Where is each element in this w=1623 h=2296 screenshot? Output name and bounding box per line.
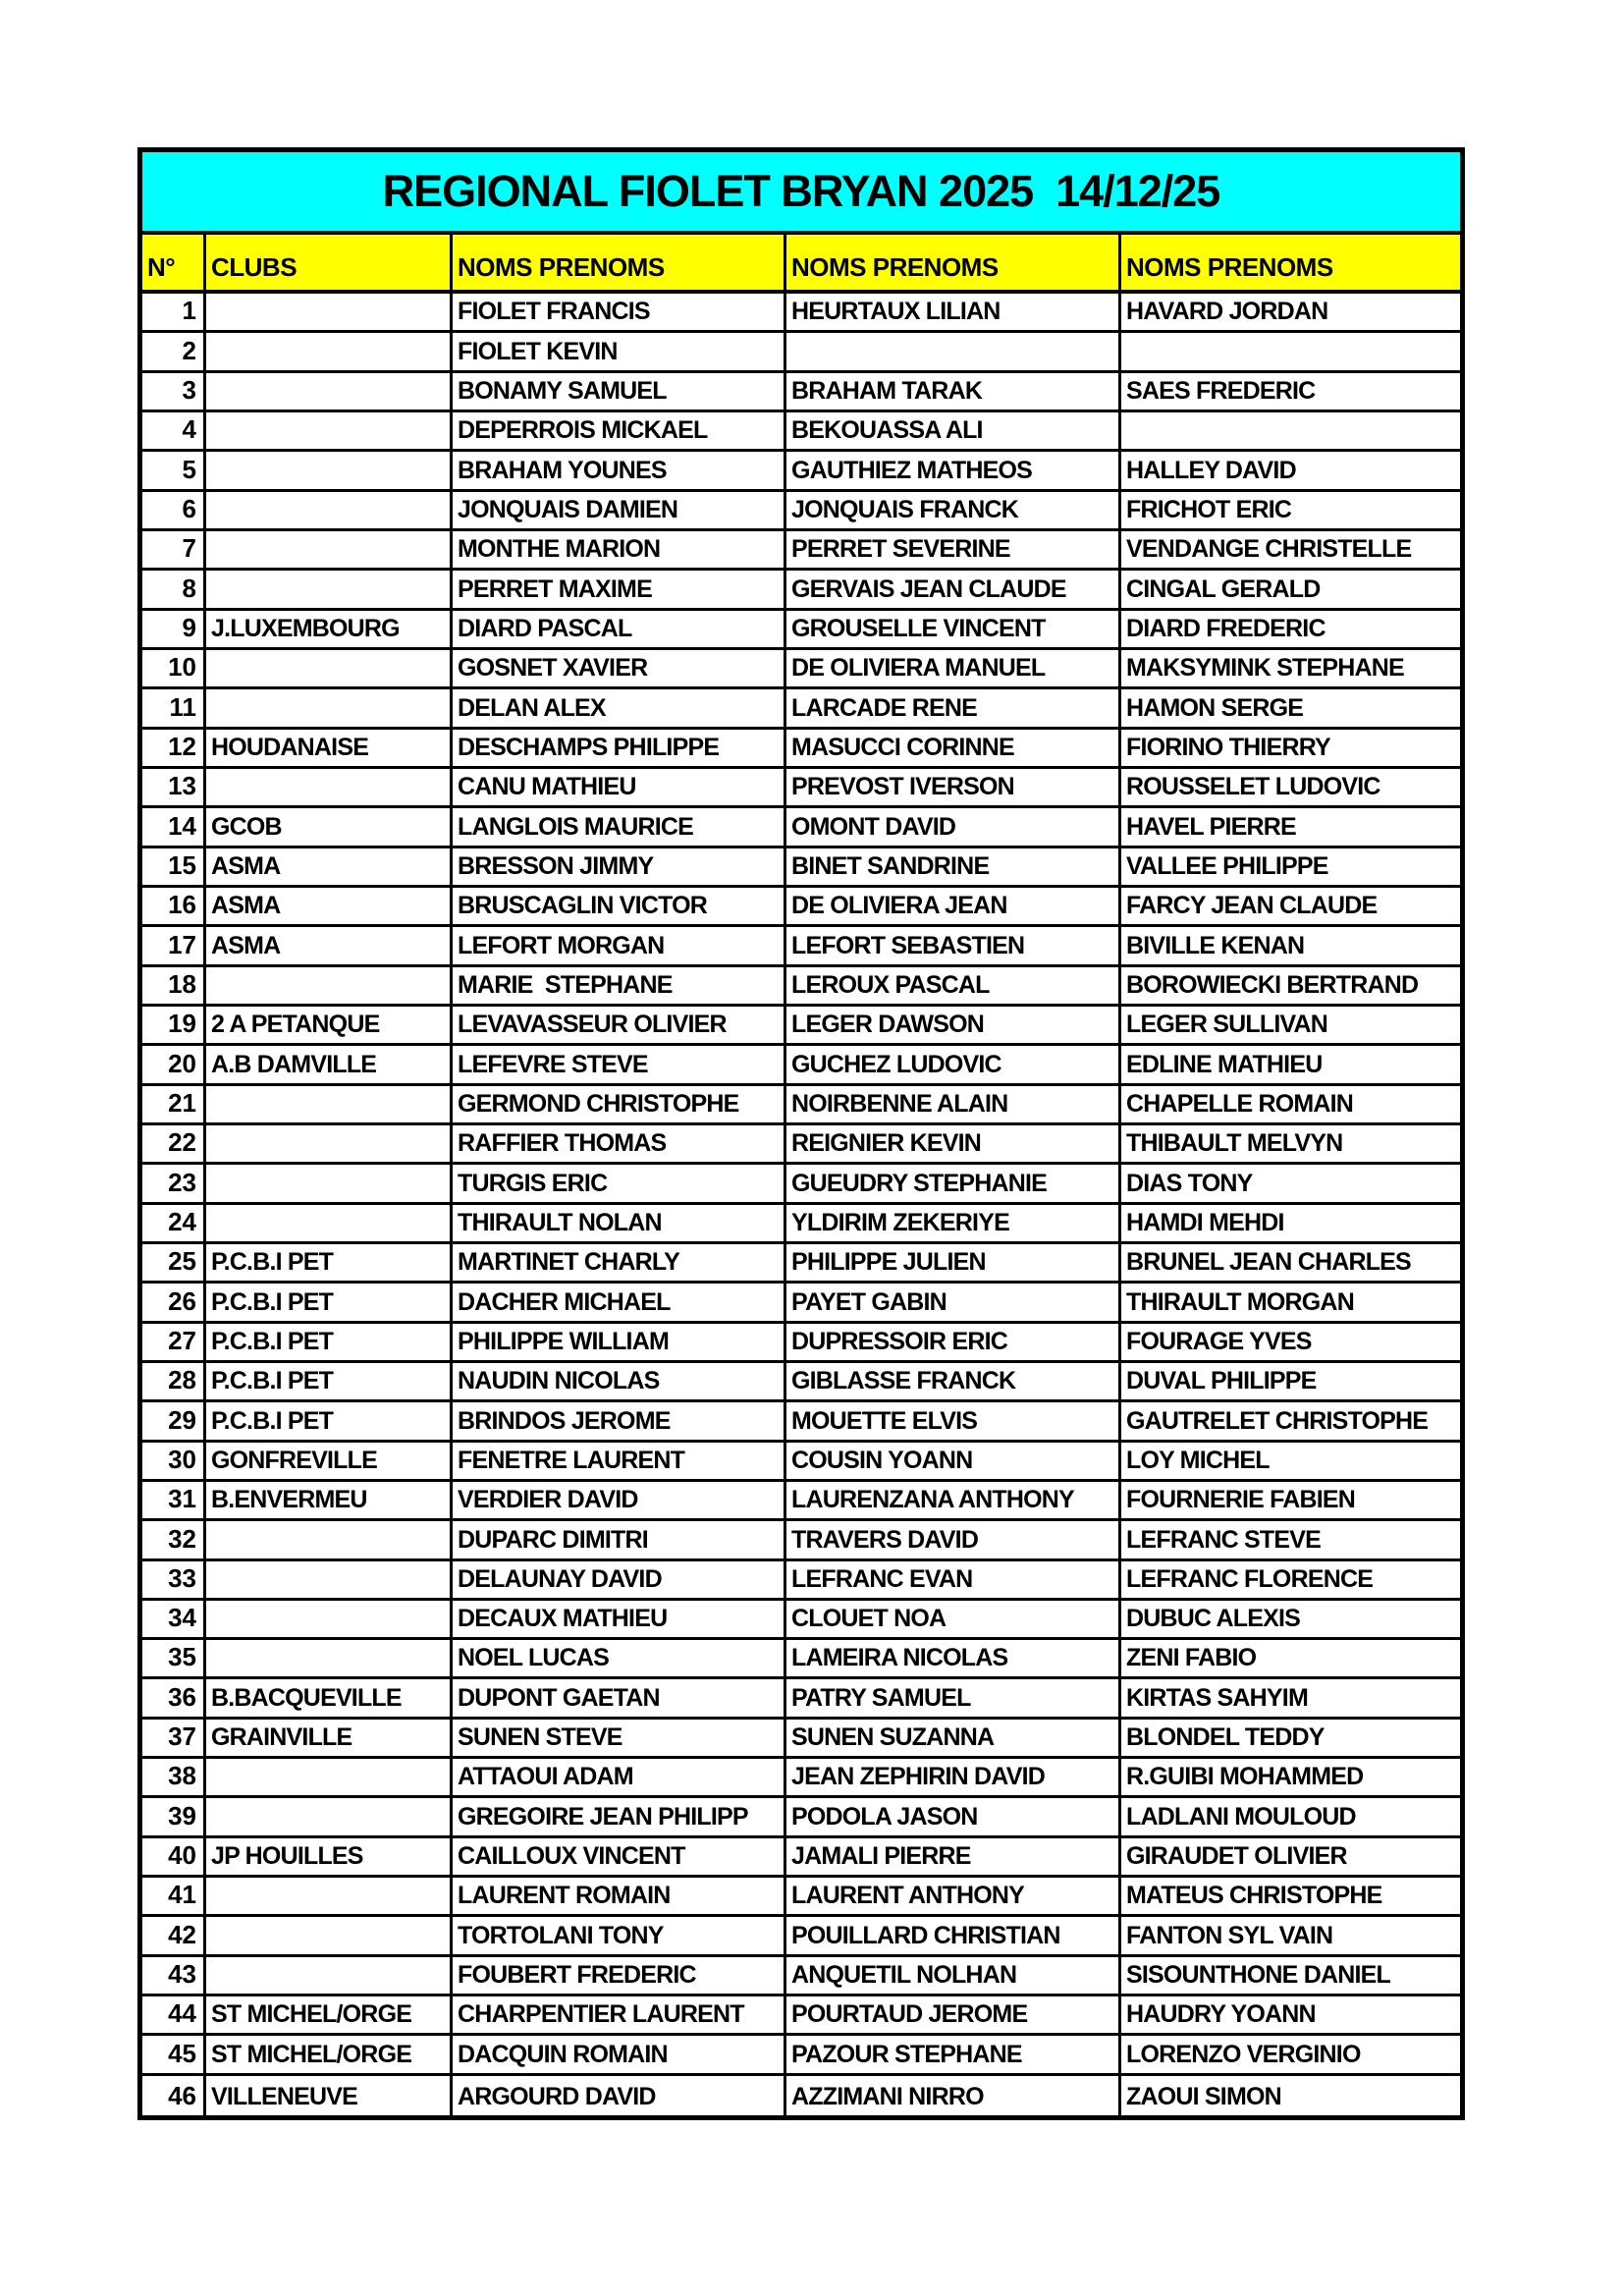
row-number-cell: 8 [182, 573, 196, 603]
player-name-cell-1: DELAUNAY DAVID [450, 1561, 784, 1598]
table-row [142, 1798, 1460, 1837]
table-row [142, 611, 1460, 650]
player-name-cell-2: LAURENT ANTHONY [784, 1878, 1118, 1914]
player-name-cell-3: VALLEE PHILIPPE [1118, 848, 1460, 885]
player-name-cell-2: TRAVERS DAVID [784, 1521, 1118, 1558]
club-cell: GONFREVILLE [203, 1443, 450, 1479]
table-row [142, 333, 1460, 372]
table-row [142, 1007, 1460, 1046]
player-name-cell-2: GROUSELLE VINCENT [784, 611, 1118, 647]
club-cell [203, 1125, 450, 1162]
table-row [142, 1640, 1460, 1679]
player-name-cell-2: JEAN ZEPHIRIN DAVID [784, 1759, 1118, 1795]
player-name-cell-3: GAUTRELET CHRISTOPHE [1118, 1402, 1460, 1439]
player-name-cell-1: JONQUAIS DAMIEN [450, 492, 784, 528]
table-row [142, 294, 1460, 333]
player-name-cell-1: PHILIPPE WILLIAM [450, 1324, 784, 1360]
row-number-cell: 12 [168, 731, 196, 761]
row-number-cell: 4 [182, 414, 196, 445]
club-cell: P.C.B.I PET [203, 1284, 450, 1320]
row-number-cell: 19 [168, 1009, 196, 1039]
row-number-cell: 37 [168, 1722, 196, 1752]
player-name-cell-2: GUEUDRY STEPHANIE [784, 1165, 1118, 1201]
table-body [142, 294, 1460, 2115]
table-row [142, 2076, 1460, 2115]
player-name-cell-2: LAMEIRA NICOLAS [784, 1640, 1118, 1676]
club-cell [203, 1957, 450, 1994]
player-name-cell-2: AZZIMANI NIRRO [784, 2076, 1118, 2115]
table-row [142, 1521, 1460, 1560]
player-name-cell-2: PAZOUR STEPHANE [784, 2036, 1118, 2072]
player-name-cell-1: RAFFIER THOMAS [450, 1125, 784, 1162]
club-cell: B.ENVERMEU [203, 1482, 450, 1518]
player-name-cell-3: BLONDEL TEDDY [1118, 1720, 1460, 1756]
row-number-cell: 34 [168, 1603, 196, 1633]
row-number-cell: 22 [168, 1127, 196, 1158]
table-row [142, 1996, 1460, 2036]
header-cell-clubs: CLUBS [203, 235, 450, 290]
club-cell [203, 333, 450, 369]
player-name-cell-3: HAVEL PIERRE [1118, 808, 1460, 845]
club-cell: ASMA [203, 888, 450, 924]
player-name-cell-1: ATTAOUI ADAM [450, 1759, 784, 1795]
player-name-cell-2: BRAHAM TARAK [784, 373, 1118, 410]
player-name-cell-1: LEVAVASSEUR OLIVIER [450, 1007, 784, 1043]
player-name-cell-2: CLOUET NOA [784, 1601, 1118, 1637]
table-row [142, 1878, 1460, 1917]
row-number-cell: 24 [168, 1206, 196, 1236]
player-name-cell-1: LAURENT ROMAIN [450, 1878, 784, 1914]
player-name-cell-2: YLDIRIM ZEKERIYE [784, 1205, 1118, 1241]
row-number-cell: 45 [168, 2038, 196, 2068]
player-name-cell-3: LEFRANC STEVE [1118, 1521, 1460, 1558]
player-name-cell-2: NOIRBENNE ALAIN [784, 1086, 1118, 1122]
player-name-cell-3: DIARD FREDERIC [1118, 611, 1460, 647]
club-cell [203, 373, 450, 410]
player-name-cell-3: MATEUS CHRISTOPHE [1118, 1878, 1460, 1914]
player-name-cell-1: DACHER MICHAEL [450, 1284, 784, 1320]
player-name-cell-2: COUSIN YOANN [784, 1443, 1118, 1479]
club-cell: 2 A PETANQUE [203, 1007, 450, 1043]
player-name-cell-3: ZENI FABIO [1118, 1640, 1460, 1676]
player-name-cell-3: FARCY JEAN CLAUDE [1118, 888, 1460, 924]
player-name-cell-1: MARIE STEPHANE [450, 967, 784, 1004]
player-name-cell-3: THIBAULT MELVYN [1118, 1125, 1460, 1162]
player-name-cell-2: POUILLARD CHRISTIAN [784, 1917, 1118, 1953]
player-name-cell-2: PODOLA JASON [784, 1798, 1118, 1834]
row-number-cell: 29 [168, 1404, 196, 1435]
player-name-cell-3: DIAS TONY [1118, 1165, 1460, 1201]
player-name-cell-2: HEURTAUX LILIAN [784, 294, 1118, 330]
player-name-cell-3: GIRAUDET OLIVIER [1118, 1838, 1460, 1875]
player-name-cell-2: LEFORT SEBASTIEN [784, 927, 1118, 963]
player-name-cell-3: VENDANGE CHRISTELLE [1118, 531, 1460, 568]
player-name-cell-2: LARCADE RENE [784, 689, 1118, 726]
player-name-cell-3: SISOUNTHONE DANIEL [1118, 1957, 1460, 1994]
club-cell: P.C.B.I PET [203, 1324, 450, 1360]
player-name-cell-2: BINET SANDRINE [784, 848, 1118, 885]
page-title: REGIONAL FIOLET BRYAN 2025 14/12/25 [142, 152, 1460, 235]
club-cell [203, 1165, 450, 1201]
player-name-cell-3 [1118, 412, 1460, 449]
player-name-cell-1: DEPERROIS MICKAEL [450, 412, 784, 449]
club-cell: VILLENEUVE [203, 2076, 450, 2115]
row-number-cell: 31 [168, 1484, 196, 1514]
club-cell [203, 1878, 450, 1914]
player-name-cell-3: LOY MICHEL [1118, 1443, 1460, 1479]
player-name-cell-3: HALLEY DAVID [1118, 452, 1460, 488]
player-name-cell-3: MAKSYMINK STEPHANE [1118, 650, 1460, 686]
player-name-cell-1: GERMOND CHRISTOPHE [450, 1086, 784, 1122]
club-cell: P.C.B.I PET [203, 1363, 450, 1399]
club-cell [203, 571, 450, 607]
table-row [142, 373, 1460, 412]
player-name-cell-3: HAMON SERGE [1118, 689, 1460, 726]
player-name-cell-1: LEFEVRE STEVE [450, 1046, 784, 1082]
player-name-cell-1: DUPONT GAETAN [450, 1679, 784, 1716]
player-name-cell-1: THIRAULT NOLAN [450, 1205, 784, 1241]
player-name-cell-2: MOUETTE ELVIS [784, 1402, 1118, 1439]
row-number-cell: 26 [168, 1285, 196, 1316]
club-cell [203, 492, 450, 528]
player-name-cell-2: POURTAUD JEROME [784, 1996, 1118, 2033]
row-number-cell: 27 [168, 1325, 196, 1355]
player-name-cell-3: FRICHOT ERIC [1118, 492, 1460, 528]
player-name-cell-1: DECAUX MATHIEU [450, 1601, 784, 1637]
player-name-cell-2: GUCHEZ LUDOVIC [784, 1046, 1118, 1082]
table-row [142, 1838, 1460, 1878]
club-cell [203, 412, 450, 449]
row-number-cell: 28 [168, 1365, 196, 1395]
row-number-cell: 7 [182, 533, 196, 564]
club-cell: ASMA [203, 927, 450, 963]
player-name-cell-1: GREGOIRE JEAN PHILIPP [450, 1798, 784, 1834]
table-row [142, 1165, 1460, 1204]
player-name-cell-3: CINGAL GERALD [1118, 571, 1460, 607]
club-cell: P.C.B.I PET [203, 1244, 450, 1281]
player-name-cell-1: NAUDIN NICOLAS [450, 1363, 784, 1399]
row-number-cell: 17 [168, 929, 196, 959]
player-name-cell-1: VERDIER DAVID [450, 1482, 784, 1518]
row-number-cell: 44 [168, 1998, 196, 2029]
player-name-cell-2: ANQUETIL NOLHAN [784, 1957, 1118, 1994]
player-name-cell-2: JAMALI PIERRE [784, 1838, 1118, 1875]
player-name-cell-3: CHAPELLE ROMAIN [1118, 1086, 1460, 1122]
player-name-cell-3: LEGER SULLIVAN [1118, 1007, 1460, 1043]
player-name-cell-1: DUPARC DIMITRI [450, 1521, 784, 1558]
row-number-cell: 21 [168, 1087, 196, 1118]
player-name-cell-3: HAVARD JORDAN [1118, 294, 1460, 330]
row-number-cell: 30 [168, 1444, 196, 1474]
club-cell: J.LUXEMBOURG [203, 611, 450, 647]
player-name-cell-2: LEROUX PASCAL [784, 967, 1118, 1004]
player-name-cell-1: SUNEN STEVE [450, 1720, 784, 1756]
player-name-cell-2 [784, 333, 1118, 369]
player-name-cell-3: R.GUIBI MOHAMMED [1118, 1759, 1460, 1795]
table-row [142, 1244, 1460, 1284]
row-number-cell: 46 [168, 2081, 196, 2111]
row-number-cell: 18 [168, 968, 196, 999]
player-name-cell-2: MASUCCI CORINNE [784, 730, 1118, 766]
table-row [142, 1284, 1460, 1323]
table-row [142, 1046, 1460, 1085]
row-number-cell: 15 [168, 849, 196, 880]
table-row [142, 1324, 1460, 1363]
club-cell [203, 1640, 450, 1676]
player-name-cell-3: LEFRANC FLORENCE [1118, 1561, 1460, 1598]
club-cell: HOUDANAISE [203, 730, 450, 766]
player-name-cell-3: BRUNEL JEAN CHARLES [1118, 1244, 1460, 1281]
player-name-cell-1: MONTHE MARION [450, 531, 784, 568]
player-name-cell-1: LANGLOIS MAURICE [450, 808, 784, 845]
player-name-cell-1: TORTOLANI TONY [450, 1917, 784, 1953]
table-row [142, 1125, 1460, 1165]
table-row [142, 531, 1460, 571]
row-number-cell: 39 [168, 1800, 196, 1831]
header-cell-noms-1: NOMS PRENOMS [450, 235, 784, 290]
player-name-cell-2: GERVAIS JEAN CLAUDE [784, 571, 1118, 607]
player-name-cell-1: CHARPENTIER LAURENT [450, 1996, 784, 2033]
club-cell [203, 1759, 450, 1795]
player-name-cell-1: CANU MATHIEU [450, 769, 784, 805]
player-name-cell-2: LEGER DAWSON [784, 1007, 1118, 1043]
row-number-cell: 32 [168, 1523, 196, 1554]
club-cell [203, 1561, 450, 1598]
club-cell: A.B DAMVILLE [203, 1046, 450, 1082]
header-cell-noms-3: NOMS PRENOMS [1118, 235, 1460, 290]
row-number-cell: 1 [182, 296, 196, 326]
player-name-cell-2: REIGNIER KEVIN [784, 1125, 1118, 1162]
club-cell: GRAINVILLE [203, 1720, 450, 1756]
club-cell [203, 531, 450, 568]
header-cell-num: N° [147, 252, 176, 282]
player-name-cell-3: FANTON SYL VAIN [1118, 1917, 1460, 1953]
table-row [142, 967, 1460, 1007]
club-cell [203, 1601, 450, 1637]
club-cell [203, 294, 450, 330]
player-name-cell-2: JONQUAIS FRANCK [784, 492, 1118, 528]
row-number-cell: 20 [168, 1048, 196, 1078]
player-name-cell-3: ZAOUI SIMON [1118, 2076, 1460, 2115]
player-name-cell-1: FENETRE LAURENT [450, 1443, 784, 1479]
row-number-cell: 13 [168, 771, 196, 801]
player-name-cell-2: PERRET SEVERINE [784, 531, 1118, 568]
table-row [142, 1443, 1460, 1482]
club-cell [203, 1521, 450, 1558]
row-number-cell: 23 [168, 1167, 196, 1197]
table-row [142, 927, 1460, 966]
player-name-cell-2: PREVOST IVERSON [784, 769, 1118, 805]
table-row [142, 1917, 1460, 1956]
table-row [142, 412, 1460, 452]
club-cell: ST MICHEL/ORGE [203, 2036, 450, 2072]
player-name-cell-2: DE OLIVIERA JEAN [784, 888, 1118, 924]
club-cell: ASMA [203, 848, 450, 885]
row-number-cell: 40 [168, 1840, 196, 1871]
table-row [142, 1086, 1460, 1125]
player-name-cell-2: LAURENZANA ANTHONY [784, 1482, 1118, 1518]
row-number-cell: 3 [182, 374, 196, 405]
player-name-cell-1: PERRET MAXIME [450, 571, 784, 607]
club-cell [203, 1917, 450, 1953]
row-number-cell: 2 [182, 335, 196, 365]
player-name-cell-1: GOSNET XAVIER [450, 650, 784, 686]
row-number-cell: 9 [182, 612, 196, 642]
player-name-cell-2: SUNEN SUZANNA [784, 1720, 1118, 1756]
player-name-cell-3: LORENZO VERGINIO [1118, 2036, 1460, 2072]
table-row [142, 730, 1460, 769]
club-cell [203, 769, 450, 805]
table-row [142, 571, 1460, 610]
player-name-cell-1: BRINDOS JEROME [450, 1402, 784, 1439]
player-name-cell-1: BRUSCAGLIN VICTOR [450, 888, 784, 924]
player-name-cell-3: THIRAULT MORGAN [1118, 1284, 1460, 1320]
player-name-cell-3: FIORINO THIERRY [1118, 730, 1460, 766]
club-cell: ST MICHEL/ORGE [203, 1996, 450, 2033]
table-row [142, 888, 1460, 927]
player-name-cell-1: DESCHAMPS PHILIPPE [450, 730, 784, 766]
club-cell [203, 1798, 450, 1834]
club-cell [203, 1086, 450, 1122]
player-name-cell-2: GIBLASSE FRANCK [784, 1363, 1118, 1399]
club-cell [203, 967, 450, 1004]
roster-table [137, 147, 1465, 2120]
player-name-cell-3: HAMDI MEHDI [1118, 1205, 1460, 1241]
player-name-cell-2: PAYET GABIN [784, 1284, 1118, 1320]
row-number-cell: 41 [168, 1880, 196, 1910]
player-name-cell-3: SAES FREDERIC [1118, 373, 1460, 410]
club-cell: GCOB [203, 808, 450, 845]
table-row [142, 1601, 1460, 1640]
club-cell: JP HOUILLES [203, 1838, 450, 1875]
header-cell-noms-2: NOMS PRENOMS [784, 235, 1118, 290]
row-number-cell: 25 [168, 1246, 196, 1277]
row-number-cell: 36 [168, 1681, 196, 1712]
table-row [142, 848, 1460, 888]
player-name-cell-1: CAILLOUX VINCENT [450, 1838, 784, 1875]
player-name-cell-2: PATRY SAMUEL [784, 1679, 1118, 1716]
row-number-cell: 10 [168, 652, 196, 683]
player-name-cell-3: FOURAGE YVES [1118, 1324, 1460, 1360]
row-number-cell: 5 [182, 454, 196, 484]
table-row [142, 2036, 1460, 2075]
table-row [142, 1205, 1460, 1244]
row-number-cell: 43 [168, 1959, 196, 1990]
player-name-cell-1: LEFORT MORGAN [450, 927, 784, 963]
player-name-cell-2: OMONT DAVID [784, 808, 1118, 845]
player-name-cell-3: LADLANI MOULOUD [1118, 1798, 1460, 1834]
club-cell: P.C.B.I PET [203, 1402, 450, 1439]
player-name-cell-3 [1118, 333, 1460, 369]
player-name-cell-3: BOROWIECKI BERTRAND [1118, 967, 1460, 1004]
table-row [142, 1402, 1460, 1442]
table-row [142, 689, 1460, 729]
table-row [142, 650, 1460, 689]
player-name-cell-3: DUBUC ALEXIS [1118, 1601, 1460, 1637]
player-name-cell-1: FIOLET FRANCIS [450, 294, 784, 330]
player-name-cell-3: FOURNERIE FABIEN [1118, 1482, 1460, 1518]
row-number-cell: 38 [168, 1761, 196, 1791]
table-row [142, 452, 1460, 491]
table-row [142, 769, 1460, 808]
table-row [142, 1759, 1460, 1798]
player-name-cell-1: TURGIS ERIC [450, 1165, 784, 1201]
table-row [142, 1482, 1460, 1521]
player-name-cell-2: DUPRESSOIR ERIC [784, 1324, 1118, 1360]
table-row [142, 1957, 1460, 1996]
table-row [142, 1679, 1460, 1719]
player-name-cell-1: NOEL LUCAS [450, 1640, 784, 1676]
player-name-cell-3: BIVILLE KENAN [1118, 927, 1460, 963]
player-name-cell-1: ARGOURD DAVID [450, 2076, 784, 2115]
player-name-cell-2: LEFRANC EVAN [784, 1561, 1118, 1598]
player-name-cell-2: DE OLIVIERA MANUEL [784, 650, 1118, 686]
club-cell [203, 452, 450, 488]
row-number-cell: 42 [168, 1919, 196, 1949]
club-cell [203, 1205, 450, 1241]
table-row [142, 1363, 1460, 1402]
table-row [142, 1720, 1460, 1759]
club-cell: B.BACQUEVILLE [203, 1679, 450, 1716]
player-name-cell-1: BRAHAM YOUNES [450, 452, 784, 488]
row-number-cell: 35 [168, 1642, 196, 1672]
player-name-cell-1: DIARD PASCAL [450, 611, 784, 647]
player-name-cell-1: FIOLET KEVIN [450, 333, 784, 369]
row-number-cell: 16 [168, 890, 196, 920]
table-header-row [142, 235, 1460, 294]
player-name-cell-3: KIRTAS SAHYIM [1118, 1679, 1460, 1716]
player-name-cell-3: HAUDRY YOANN [1118, 1996, 1460, 2033]
player-name-cell-3: EDLINE MATHIEU [1118, 1046, 1460, 1082]
row-number-cell: 33 [168, 1562, 196, 1593]
player-name-cell-1: BONAMY SAMUEL [450, 373, 784, 410]
row-number-cell: 6 [182, 493, 196, 523]
player-name-cell-1: BRESSON JIMMY [450, 848, 784, 885]
player-name-cell-1: DELAN ALEX [450, 689, 784, 726]
player-name-cell-2: BEKOUASSA ALI [784, 412, 1118, 449]
player-name-cell-1: DACQUIN ROMAIN [450, 2036, 784, 2072]
player-name-cell-3: ROUSSELET LUDOVIC [1118, 769, 1460, 805]
player-name-cell-2: PHILIPPE JULIEN [784, 1244, 1118, 1281]
player-name-cell-1: FOUBERT FREDERIC [450, 1957, 784, 1994]
table-row [142, 808, 1460, 847]
player-name-cell-2: GAUTHIEZ MATHEOS [784, 452, 1118, 488]
row-number-cell: 14 [168, 810, 196, 841]
table-row [142, 492, 1460, 531]
club-cell [203, 689, 450, 726]
club-cell [203, 650, 450, 686]
player-name-cell-1: MARTINET CHARLY [450, 1244, 784, 1281]
row-number-cell: 11 [169, 691, 196, 722]
player-name-cell-3: DUVAL PHILIPPE [1118, 1363, 1460, 1399]
table-row [142, 1561, 1460, 1601]
